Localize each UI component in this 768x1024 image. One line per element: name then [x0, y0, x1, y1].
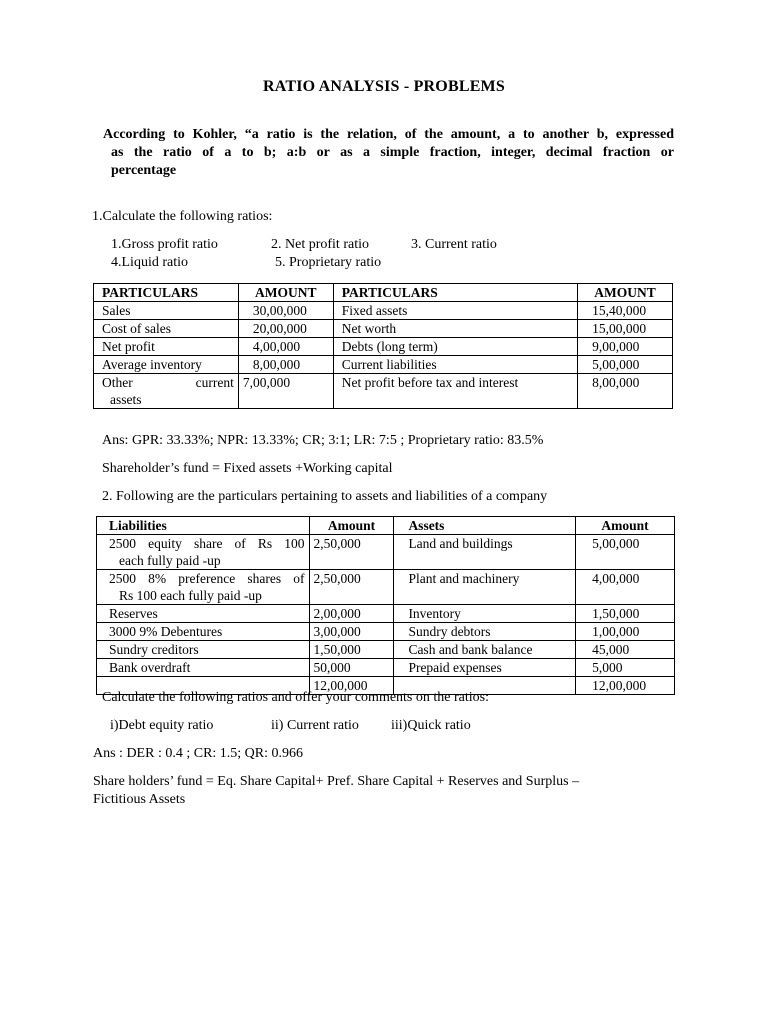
table-header-row: [94, 284, 673, 302]
table-cell: Cash and bank balance: [394, 641, 576, 659]
column-header: AMOUNT: [578, 284, 673, 302]
column-header: Assets: [394, 517, 576, 535]
total-liabilities: 12,00,000: [309, 677, 394, 695]
q1-data-table: [93, 283, 673, 409]
table-row: [94, 374, 673, 409]
table-cell: Prepaid expenses: [394, 659, 576, 677]
q2-ratio-3: iii)Quick ratio: [391, 718, 471, 733]
table-cell: 30,00,000: [238, 302, 333, 320]
q2-ratio-2: ii) Current ratio: [271, 718, 359, 733]
table-cell: [94, 374, 239, 409]
table-cell: 8,00,000: [578, 374, 673, 409]
table-row: [94, 356, 673, 374]
table-cell: 3,00,000: [309, 623, 394, 641]
table-row: [97, 535, 675, 570]
cell-text: 2500 8% preference shares of: [109, 571, 305, 586]
table-cell: 45,000: [576, 641, 675, 659]
table-cell: [97, 535, 310, 570]
q2-ratio-1: i)Debt equity ratio: [110, 718, 214, 733]
table-cell: 4,00,000: [238, 338, 333, 356]
table-cell: 1,50,000: [309, 641, 394, 659]
table-cell: 5,00,000: [578, 356, 673, 374]
table-cell: Bank overdraft: [97, 659, 310, 677]
column-header: Amount: [309, 517, 394, 535]
table-cell: 1,50,000: [576, 605, 675, 623]
column-header: PARTICULARS: [333, 284, 577, 302]
table-cell: Average inventory: [94, 356, 239, 374]
q1-heading: 1.Calculate the following ratios:: [92, 209, 273, 224]
table-cell: 2,50,000: [309, 570, 394, 605]
table-cell: Sales: [94, 302, 239, 320]
q2-note-line-1: Share holders’ fund = Eq. Share Capital+ Pref. Share Capital + Reserves and Surplus –: [93, 774, 580, 789]
definition-line-2: as the ratio of a to b; a:b or as a simple fraction, integer, decimal fraction or: [111, 145, 674, 160]
table-row: [97, 641, 675, 659]
table-cell: Net profit before tax and interest: [333, 374, 577, 409]
table-cell: 5,00,000: [576, 535, 675, 570]
q1-ratio-3: 3. Current ratio: [411, 237, 497, 252]
definition-line-1: According to Kohler, “a ratio is the relation, of the amount, a to another b, expressed: [103, 127, 674, 142]
kohler-definition: [103, 126, 674, 180]
column-header: AMOUNT: [238, 284, 333, 302]
q2-balance-table: [96, 516, 675, 695]
table-cell: Inventory: [394, 605, 576, 623]
cell-text: 2500 equity share of Rs 100: [109, 536, 305, 551]
table-cell: 2,00,000: [309, 605, 394, 623]
cell-text: Other: [102, 375, 133, 390]
column-header: PARTICULARS: [94, 284, 239, 302]
q1-ratio-5: 5. Proprietary ratio: [275, 255, 382, 270]
column-header: Amount: [576, 517, 675, 535]
table-cell: 50,000: [309, 659, 394, 677]
table-cell: 1,00,000: [576, 623, 675, 641]
table-cell: 8,00,000: [238, 356, 333, 374]
table-cell: Sundry creditors: [97, 641, 310, 659]
table-row: [97, 623, 675, 641]
table-cell: Cost of sales: [94, 320, 239, 338]
cell-text: each fully paid -up: [119, 553, 221, 568]
q2-instruction: Calculate the following ratios and offer your comments on the ratios:: [102, 690, 489, 705]
table-cell: 5,000: [576, 659, 675, 677]
table-row: [97, 605, 675, 623]
table-header-row: [97, 517, 675, 535]
q1-ratio-2: 2. Net profit ratio: [271, 237, 369, 252]
table-cell: 4,00,000: [576, 570, 675, 605]
table-row: [94, 302, 673, 320]
table-cell: Net profit: [94, 338, 239, 356]
q2-heading: 2. Following are the particulars pertaining to assets and liabilities of a company: [102, 489, 548, 504]
cell-text: Rs 100 each fully paid -up: [119, 588, 262, 603]
table-row: [97, 659, 675, 677]
table-cell: Net worth: [333, 320, 577, 338]
table-cell: 2,50,000: [309, 535, 394, 570]
table-cell: Land and buildings: [394, 535, 576, 570]
total-assets: 12,00,000: [576, 677, 675, 695]
table-cell: Reserves: [97, 605, 310, 623]
table-cell: Sundry debtors: [394, 623, 576, 641]
page-title: RATIO ANALYSIS - PROBLEMS: [263, 78, 505, 95]
q1-note: Shareholder’s fund = Fixed assets +Working capital: [102, 461, 393, 476]
q1-answer: Ans: GPR: 33.33%; NPR: 13.33%; CR; 3:1; LR: 7:5 ; Proprietary ratio: 83.5%: [102, 433, 544, 448]
cell-text: current: [195, 375, 234, 390]
q2-answer: Ans : DER : 0.4 ; CR: 1.5; QR: 0.966: [93, 746, 304, 761]
table-cell: 7,00,000: [238, 374, 333, 409]
table-cell: 9,00,000: [578, 338, 673, 356]
table-row: [94, 320, 673, 338]
table-cell: [97, 570, 310, 605]
cell-text: assets: [110, 392, 142, 407]
table-cell: Current liabilities: [333, 356, 577, 374]
table-row: [97, 570, 675, 605]
table-cell: 15,40,000: [578, 302, 673, 320]
table-cell: Debts (long term): [333, 338, 577, 356]
table-cell: Plant and machinery: [394, 570, 576, 605]
q1-ratio-4: 4.Liquid ratio: [111, 255, 188, 270]
definition-line-3: percentage: [111, 163, 177, 178]
table-cell: 15,00,000: [578, 320, 673, 338]
column-header: Liabilities: [97, 517, 310, 535]
q2-note-line-2: Fictitious Assets: [93, 792, 186, 807]
table-cell: 3000 9% Debentures: [97, 623, 310, 641]
table-cell: 20,00,000: [238, 320, 333, 338]
table-row: [94, 338, 673, 356]
q1-ratio-1: 1.Gross profit ratio: [111, 237, 218, 252]
table-cell: Fixed assets: [333, 302, 577, 320]
